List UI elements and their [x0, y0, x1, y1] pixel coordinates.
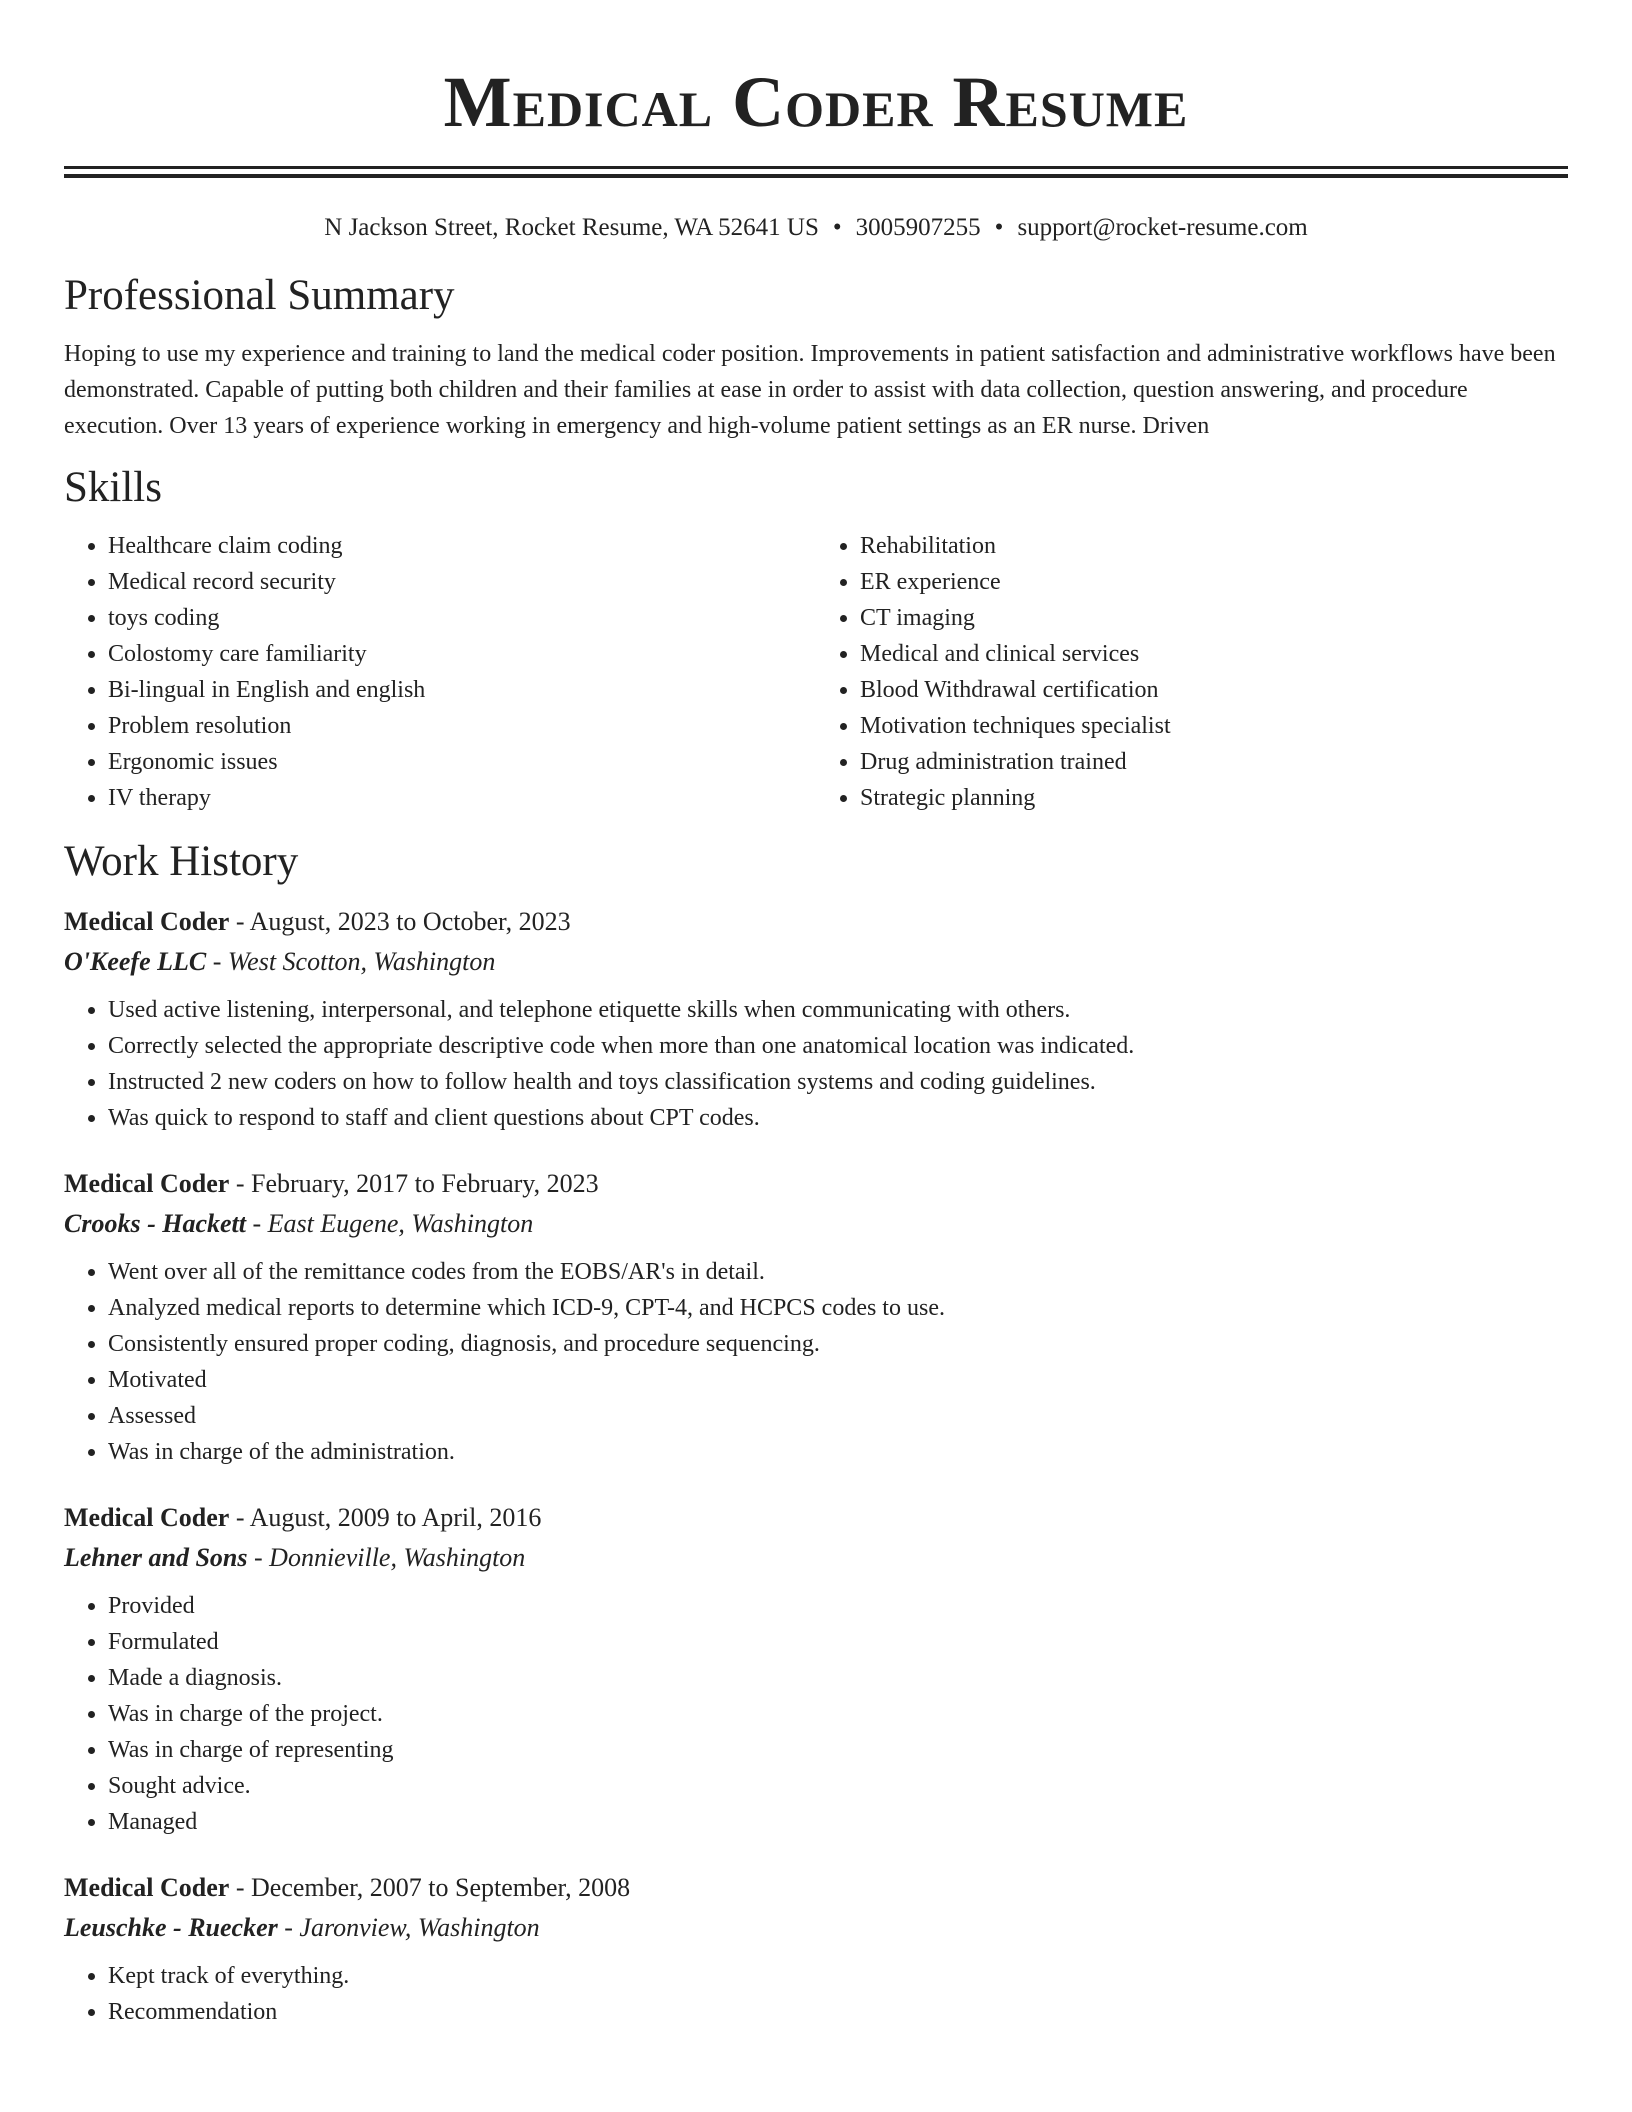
summary-heading: Professional Summary — [64, 272, 455, 319]
job-bullet: • Provided — [108, 1588, 1568, 1624]
contact-line — [64, 212, 1568, 244]
job-role: Medical Coder — [64, 1873, 230, 1902]
title-divider — [64, 166, 1568, 178]
job-location: Donnieville, Washington — [269, 1543, 526, 1572]
job-header: Medical Coder - December, 2007 to September, 2008 — [64, 1873, 631, 1902]
job-bullet: • Sought advice. — [108, 1768, 1568, 1804]
job-bullets — [64, 1588, 1568, 1840]
job-bullets — [64, 1254, 1568, 1470]
job-dates: August, 2023 to October, 2023 — [249, 907, 571, 936]
job-company-line: Leuschke - Ruecker - Jaronview, Washington — [64, 1913, 540, 1942]
job-header: Medical Coder - August, 2023 to October, 2023 — [64, 907, 571, 936]
job-company-line: Lehner and Sons - Donnieville, Washington — [64, 1543, 526, 1572]
job-bullet: • Analyzed medical reports to determine which ICD-9, CPT-4, and HCPCS codes to use. — [108, 1290, 1568, 1326]
job-company: Lehner and Sons — [64, 1543, 248, 1572]
job-bullets — [64, 1958, 1568, 2030]
skill-item: • IV therapy — [108, 780, 816, 816]
contact-phone: 3005907255 — [855, 214, 981, 241]
skill-item: • ER experience — [860, 564, 1568, 600]
skill-item: • Medical record security — [108, 564, 816, 600]
job-role: Medical Coder — [64, 907, 230, 936]
job-bullet: • Consistently ensured proper coding, diagnosis, and procedure sequencing. — [108, 1326, 1568, 1362]
job-location: East Eugene, Washington — [267, 1209, 534, 1238]
job-location: West Scotton, Washington — [227, 947, 496, 976]
skill-item: • Medical and clinical services — [860, 636, 1568, 672]
job-bullet: • Kept track of everything. — [108, 1958, 1568, 1994]
job-dates: August, 2009 to April, 2016 — [249, 1503, 542, 1532]
skill-item: • Drug administration trained — [860, 744, 1568, 780]
skills-list-right — [816, 528, 1568, 816]
skills-list-left — [64, 528, 816, 816]
job-location: Jaronview, Washington — [299, 1913, 540, 1942]
job-bullet: • Recommendation — [108, 1994, 1568, 2030]
contact-email: support@rocket-resume.com — [1017, 214, 1308, 241]
job-bullet: • Was quick to respond to staff and client questions about CPT codes. — [108, 1100, 1568, 1136]
skills-heading: Skills — [64, 464, 162, 511]
job-dates: December, 2007 to September, 2008 — [251, 1873, 631, 1902]
contact-address: N Jackson Street, Rocket Resume, WA 52641 US — [324, 214, 819, 241]
job-bullet: • Motivated — [108, 1362, 1568, 1398]
job-bullet: • Instructed 2 new coders on how to follow health and toys classification systems and coding guidelines. — [108, 1064, 1568, 1100]
job-role: Medical Coder — [64, 1503, 230, 1532]
skill-item: • toys coding — [108, 600, 816, 636]
work-history-heading: Work History — [64, 838, 299, 885]
job-header: Medical Coder - August, 2009 to April, 2016 — [64, 1503, 542, 1532]
job-bullet: • Assessed — [108, 1398, 1568, 1434]
job-entry — [64, 1498, 1568, 1840]
job-bullet: • Used active listening, interpersonal, and telephone etiquette skills when communicating with others. — [108, 992, 1568, 1028]
job-company: O'Keefe LLC — [64, 947, 207, 976]
job-role: Medical Coder — [64, 1169, 230, 1198]
skill-item: • Problem resolution — [108, 708, 816, 744]
skills-columns — [64, 528, 1568, 816]
job-company: Crooks - Hackett — [64, 1209, 246, 1238]
job-entry — [64, 1868, 1568, 2030]
job-entry — [64, 1164, 1568, 1470]
skill-item: • Blood Withdrawal certification — [860, 672, 1568, 708]
skill-item: • Bi-lingual in English and english — [108, 672, 816, 708]
job-header: Medical Coder - February, 2017 to February, 2023 — [64, 1169, 599, 1198]
job-bullet: • Was in charge of the administration. — [108, 1434, 1568, 1470]
skill-item: • Healthcare claim coding — [108, 528, 816, 564]
job-bullet: • Was in charge of the project. — [108, 1696, 1568, 1732]
job-bullets — [64, 992, 1568, 1136]
job-entry — [64, 902, 1568, 1136]
skill-item: • Strategic planning — [860, 780, 1568, 816]
job-bullet: • Made a diagnosis. — [108, 1660, 1568, 1696]
skill-item: • Colostomy care familiarity — [108, 636, 816, 672]
job-bullet: • Was in charge of representing — [108, 1732, 1568, 1768]
summary-text: Hoping to use my experience and training to land the medical coder position. Improvements in patient satisfaction and administrative workflows have been demonstrated. Capable of putting both children and their families at ease in order to assist with data collection, question answering, and procedure execution. Over 13 years of experience working in emergency and high-volume patient settings as an ER nurse. Driven — [64, 341, 1556, 439]
skill-item: • CT imaging — [860, 600, 1568, 636]
job-bullet: • Managed — [108, 1804, 1568, 1840]
skill-item: • Ergonomic issues — [108, 744, 816, 780]
job-company-line: O'Keefe LLC - West Scotton, Washington — [64, 947, 496, 976]
contact-separator: • — [994, 214, 1004, 241]
job-bullet: • Correctly selected the appropriate descriptive code when more than one anatomical location was indicated. — [108, 1028, 1568, 1064]
job-bullet: • Went over all of the remittance codes from the EOBS/AR's in detail. — [108, 1254, 1568, 1290]
skill-item: • Motivation techniques specialist — [860, 708, 1568, 744]
job-company-line: Crooks - Hackett - East Eugene, Washington — [64, 1209, 534, 1238]
skill-item: • Rehabilitation — [860, 528, 1568, 564]
job-bullet: • Formulated — [108, 1624, 1568, 1660]
contact-separator: • — [832, 214, 842, 241]
job-dates: February, 2017 to February, 2023 — [251, 1169, 599, 1198]
resume-title: Medical Coder Resume — [443, 62, 1189, 142]
job-company: Leuschke - Ruecker — [64, 1913, 278, 1942]
